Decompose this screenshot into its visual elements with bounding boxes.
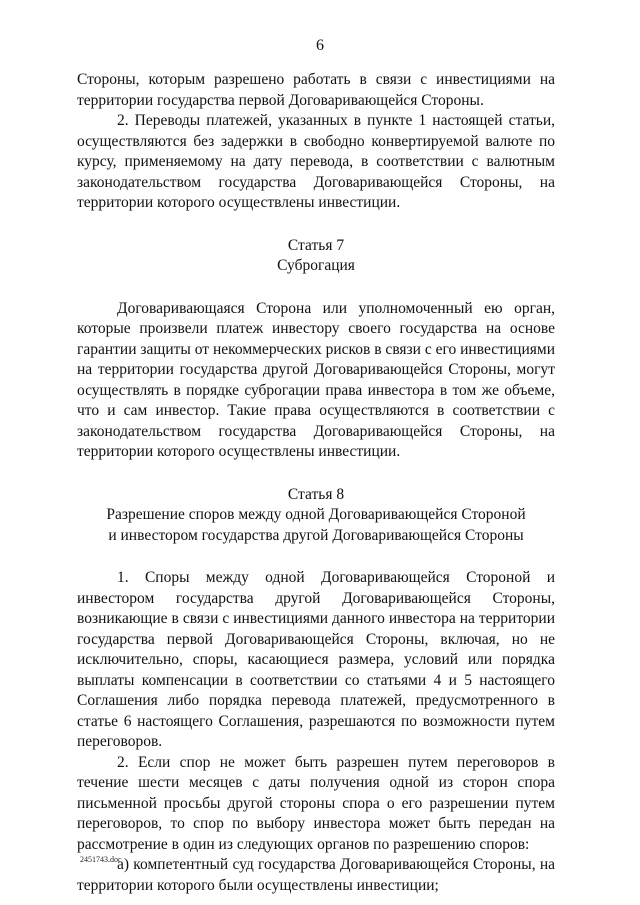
document-body [77, 70, 555, 896]
article-8-paragraph-2: 2. Если спор не может быть разрешен путем переговоров в течение шести месяцев с даты получения одной из сторон спора письменной просьбы другой стороны спора о его разрешении путем переговоров, то спор по выбору инвестора может быть передан на рассмотрение в один из следующих органов по разрешению споров: [77, 753, 555, 853]
article-8-title-line2: и инвестором государства другой Договаривающейся Стороны [108, 526, 524, 544]
article-7-number: Статья 7 [287, 236, 345, 254]
article-7-paragraph: Договаривающаяся Сторона или уполномоченный ею орган, которые произвели платеж инвестору своего государства на основе гарантии защиты от некоммерческих рисков в связи с его инвестициями на территории государства другой Договаривающейся Стороны, могут осуществлять в порядке суброгации права инвестора в том же объеме, что и сам инвестор. Такие права осуществляются в соответствии с законодательством государства Договаривающейся Стороны, на территории которого осуществлены инвестиции. [77, 299, 555, 460]
article-8-title-line1: Разрешение споров между одной Договаривающейся Стороной [106, 506, 526, 523]
article-8-number: Статья 8 [287, 485, 345, 503]
article-8-paragraph-1: 1. Споры между одной Договаривающейся Стороной и инвестором государства другой Договаривающейся Стороны, возникающие в связи с инвестициями данного инвестора на территории государства первой Договаривающейся Стороны, включая, но не исключительно, споры, касающиеся размера, условий или порядка выплаты компенсации в соответствии со статьями 4 и 5 настоящего Соглашения либо порядка перевода платежей, предусмотренного в статье 6 настоящего Соглашения, разрешаются по возможности путем переговоров. [77, 569, 555, 750]
article-7-title: Суброгация [277, 257, 355, 274]
paragraph-continuation: Стороны, которым разрешено работать в связи с инвестициями на территории государства первой Договаривающейся Стороны. [77, 71, 555, 109]
page-number: 6 [316, 37, 324, 54]
article-8-paragraph-2a: а) компетентный суд государства Договаривающейся Стороны, на территории которого были осуществлены инвестиции; [77, 856, 555, 894]
file-name-footer: 2451743.doc [80, 855, 122, 864]
paragraph-transfers: 2. Переводы платежей, указанных в пункте 1 настоящей статьи, осуществляются без задержки в свободно конвертируемой валюте по курсу, применяемому на дату перевода, в соответствии с валютным законодательством государства Договаривающейся Стороны, на территории которого осуществлены инвестиции. [77, 112, 555, 211]
